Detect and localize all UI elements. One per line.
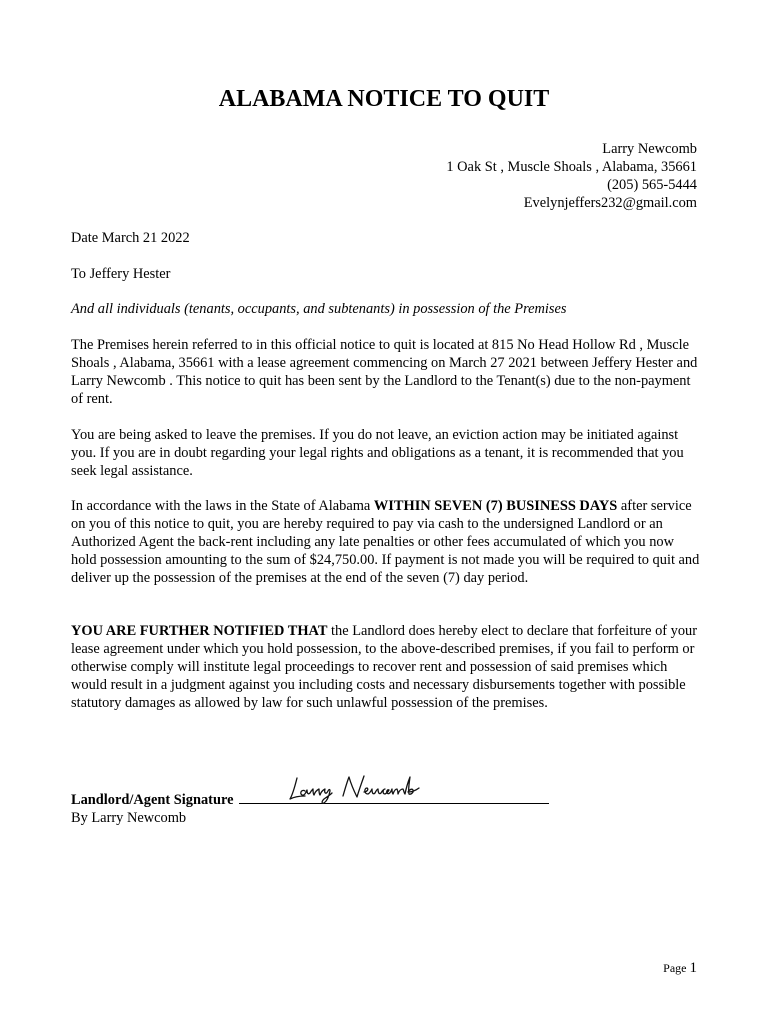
- payment-paragraph-intro: In accordance with the laws in the State of Alabama: [71, 498, 374, 514]
- premises-paragraph: The Premises herein referred to in this official notice to quit is located at 815 No Head Hollow Rd , Muscle Shoals , Alabama, 35661 with a lease agreement commencing on March 27 2021 between Jeffery Hester and Larry Newcomb . This notice to quit has been sent by the Landlord to the Tenant(s) due to the non-payment of rent.: [71, 337, 698, 407]
- sender-email: Evelynjeffers232@gmail.com: [523, 195, 697, 211]
- leave-premises-paragraph: You are being asked to leave the premises. If you do not leave, an eviction action may be initiated against you. If you are in doubt regarding your legal rights and obligations as a tenant, it is recommended that you seek legal assistance.: [71, 427, 684, 479]
- payment-paragraph: [71, 497, 701, 587]
- sender-block: [197, 140, 697, 212]
- by-line: By Larry Newcomb: [71, 810, 187, 826]
- forfeiture-paragraph: [71, 622, 701, 712]
- page-label: Page: [663, 961, 687, 975]
- payment-paragraph-rest: after service on you of this notice to quit, you are hereby required to pay via cash to the undersigned Landlord or an Authorized Agent the back-rent including any late penalties or other fees accumulated of which you now hold possession amounting to the sum of $24,750.00. If payment is not made you will be required to quit and deliver up the possession of the premises at the end of the seven (7) day period.: [71, 498, 700, 586]
- sender-name: Larry Newcomb: [602, 141, 697, 157]
- sender-address: 1 Oak St , Muscle Shoals , Alabama, 35661: [446, 159, 697, 175]
- all-individuals-line: And all individuals (tenants, occupants, and subtenants) in possession of the Premises: [71, 301, 567, 317]
- date-line: Date March 21 2022: [71, 230, 190, 246]
- page-number: [663, 959, 697, 977]
- recipient-line: To Jeffery Hester: [71, 266, 171, 282]
- further-notified-emphasis: YOU ARE FURTHER NOTIFIED THAT: [71, 623, 328, 639]
- page-number-value: 1: [689, 960, 697, 976]
- forfeiture-paragraph-rest: the Landlord does hereby elect to declare that forfeiture of your lease agreement under which you hold possession, to the above-described premises, if you fail to perform or otherwise comply will institute legal proceedings to recover rent and possession of said premises which would result in a judgment against you including costs and necessary disbursements together with possible statutory damages as allowed by law for such unlawful possession of the premises.: [71, 623, 698, 711]
- sender-phone: (205) 565-5444: [607, 177, 697, 193]
- signature-label: Landlord/Agent Signature: [71, 792, 234, 808]
- payment-deadline-emphasis: WITHIN SEVEN (7) BUSINESS DAYS: [373, 498, 618, 514]
- document-title: ALABAMA NOTICE TO QUIT: [218, 86, 550, 112]
- handwritten-signature: [285, 772, 435, 806]
